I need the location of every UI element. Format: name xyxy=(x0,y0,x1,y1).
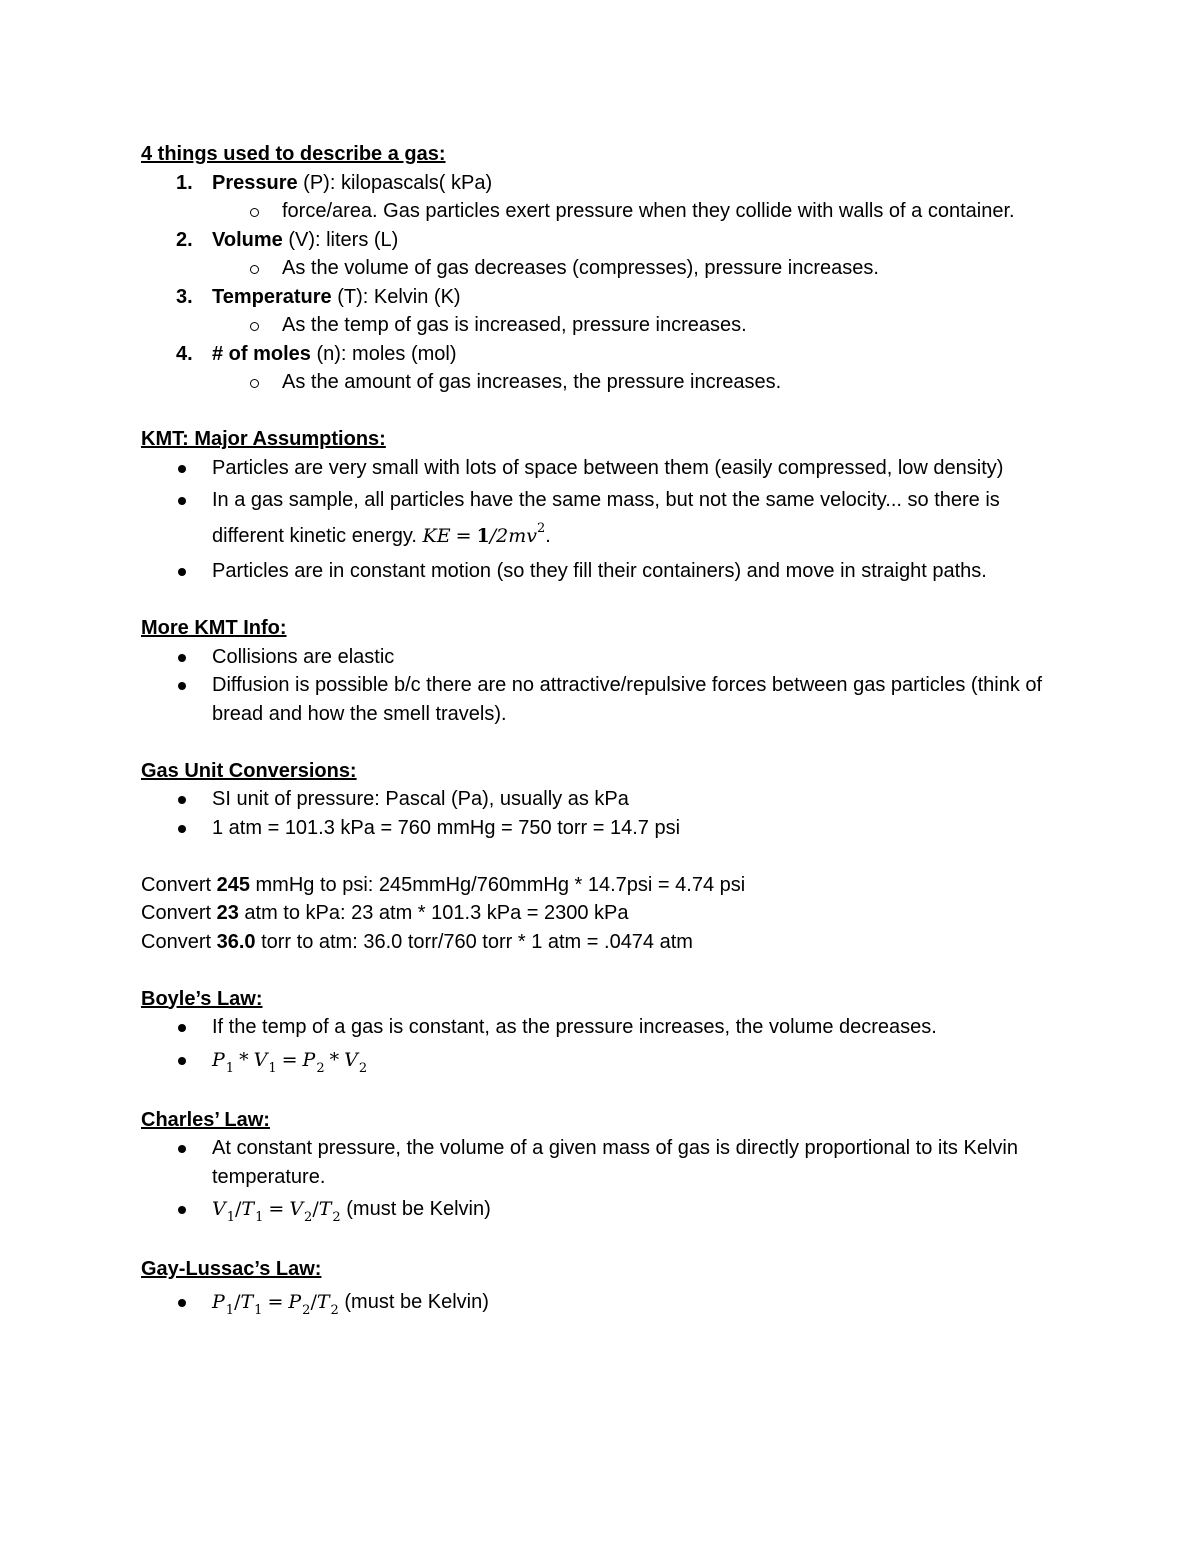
list-item-moles xyxy=(141,340,1071,397)
charles-law-formula xyxy=(212,1198,341,1225)
list-item-temperature xyxy=(141,283,1071,340)
formula-var: V xyxy=(289,1198,304,1220)
formula-subscript: 2 xyxy=(304,1210,313,1225)
list-item xyxy=(141,814,1071,843)
formula-equals: = xyxy=(455,525,472,547)
formula-var: T xyxy=(241,1198,255,1220)
formula-subscript: 1 xyxy=(226,1210,236,1225)
spacer xyxy=(141,586,1071,615)
list-item xyxy=(141,671,1071,728)
formula-var: T xyxy=(318,1198,332,1220)
detail-text: As the temp of gas is increased, pressure increases. xyxy=(282,314,747,336)
sub-list xyxy=(212,311,1071,340)
spacer xyxy=(141,1227,1071,1256)
term-temperature: Temperature xyxy=(212,285,332,308)
bullet-icon xyxy=(178,568,186,576)
formula-var: V xyxy=(253,1048,268,1071)
bullet-icon xyxy=(178,465,186,473)
hollow-bullet-icon xyxy=(250,322,259,331)
list-item xyxy=(141,1013,1071,1042)
bullet-text: SI unit of pressure: Pascal (Pa), usually as kPa xyxy=(212,788,629,810)
conversion-line xyxy=(141,928,1071,957)
term-unit: (P): kilopascals( kPa) xyxy=(297,171,493,194)
formula-subscript: 1 xyxy=(254,1302,263,1318)
formula-operator: * xyxy=(239,1048,249,1071)
heading-gas-description: 4 things used to describe a gas: xyxy=(141,143,446,165)
formula-equals: = xyxy=(267,1290,284,1313)
hollow-bullet-icon xyxy=(250,208,259,217)
formula-subscript: 1 xyxy=(255,1210,264,1225)
list-number: 4. xyxy=(176,342,193,365)
spacer xyxy=(141,842,1071,871)
formula-var: P xyxy=(212,1290,225,1313)
boyles-law-list xyxy=(141,1013,1071,1077)
heading-charles-law: Charles’ Law: xyxy=(141,1108,270,1131)
list-item xyxy=(141,557,1071,586)
formula-exponent: 2 xyxy=(536,521,546,536)
charles-law-list xyxy=(141,1134,1071,1227)
bullet-text: In a gas sample, all particles have the same mass, but not the same velocity... so there is different kinetic energy. xyxy=(212,489,1000,547)
list-number: 2. xyxy=(176,228,193,251)
detail-text: As the volume of gas decreases (compresses), pressure increases. xyxy=(282,257,879,279)
heading-more-kmt: More KMT Info: xyxy=(141,617,287,639)
term-unit: (n): moles (mol) xyxy=(310,342,457,365)
sub-list xyxy=(212,254,1071,283)
formula-equals: = xyxy=(268,1198,285,1220)
formula-one: 1 xyxy=(476,525,490,547)
list-item xyxy=(141,1195,1071,1227)
conversion-prefix: Convert xyxy=(141,902,217,924)
unit-conversions-list xyxy=(141,785,1071,842)
formula-var: P xyxy=(288,1290,302,1313)
conversion-rest: atm to kPa: 23 atm * 101.3 kPa = 2300 kPa xyxy=(238,902,629,924)
formula-var: P xyxy=(302,1048,316,1071)
conversion-value: 245 xyxy=(216,873,250,896)
list-number: 1. xyxy=(176,171,193,194)
formula-equals: = xyxy=(281,1048,298,1071)
formula-subscript: 2 xyxy=(316,1060,325,1076)
sub-item xyxy=(212,368,1071,397)
list-item xyxy=(141,1288,1071,1320)
sub-item xyxy=(212,254,1071,283)
bullet-text: Collisions are elastic xyxy=(212,645,395,668)
term-unit: (V): liters (L) xyxy=(282,228,399,251)
term-moles: # of moles xyxy=(212,342,311,365)
bullet-icon xyxy=(178,825,186,833)
conversion-line xyxy=(141,871,1071,900)
bullet-text: If the temp of a gas is constant, as the pressure increases, the volume decreases. xyxy=(212,1016,937,1038)
formula-subscript: 2 xyxy=(330,1302,339,1318)
formula-2mv: 2mv xyxy=(496,525,537,547)
detail-text: force/area. Gas particles exert pressure when they collide with walls of a container. xyxy=(282,200,1015,222)
list-item xyxy=(141,1134,1071,1191)
term-pressure: Pressure xyxy=(212,171,298,194)
bullet-icon xyxy=(178,1206,186,1214)
kinetic-energy-formula xyxy=(422,521,546,547)
bullet-text: 1 atm = 101.3 kPa = 760 mmHg = 750 torr = 14.7 psi xyxy=(212,816,681,839)
formula-period: . xyxy=(545,525,551,547)
spacer xyxy=(141,397,1071,426)
notes-content xyxy=(141,140,1071,1319)
conversion-rest: torr to atm: 36.0 torr/760 torr * 1 atm = .0474 atm xyxy=(255,930,693,953)
bullet-text: Diffusion is possible b/c there are no attractive/repulsive forces between gas particles (think of bread and how the smell travels). xyxy=(212,674,1043,725)
heading-gay-lussac-law: Gay-Lussac’s Law: xyxy=(141,1258,322,1280)
hollow-bullet-icon xyxy=(250,379,259,388)
list-item xyxy=(141,1046,1071,1078)
term-volume: Volume xyxy=(212,228,283,251)
formula-var: V xyxy=(344,1048,358,1071)
bullet-icon xyxy=(178,796,186,804)
list-number: 3. xyxy=(176,285,193,308)
boyles-law-formula xyxy=(212,1048,368,1076)
formula-subscript: 1 xyxy=(268,1060,277,1076)
formula-slash: / xyxy=(310,1290,317,1313)
formula-subscript: 2 xyxy=(358,1060,368,1076)
bullet-icon xyxy=(178,1057,186,1065)
spacer xyxy=(141,728,1071,757)
conversion-value: 36.0 xyxy=(216,930,256,953)
formula-subscript: 1 xyxy=(225,1060,235,1076)
formula-var: T xyxy=(316,1290,330,1313)
conversion-value: 23 xyxy=(216,902,239,924)
bullet-icon xyxy=(178,1299,186,1307)
gay-lussac-law-list xyxy=(141,1288,1071,1320)
sub-item xyxy=(212,197,1071,226)
formula-ke: KE xyxy=(422,525,451,547)
sub-item xyxy=(212,311,1071,340)
formula-var: T xyxy=(240,1290,254,1313)
formula-var: V xyxy=(212,1198,226,1220)
heading-boyles-law: Boyle’s Law: xyxy=(141,987,263,1010)
list-item-pressure xyxy=(141,169,1071,226)
kmt-assumptions-list xyxy=(141,454,1071,586)
formula-slash: / xyxy=(234,1290,241,1313)
bullet-icon xyxy=(178,682,186,690)
heading-kmt-assumptions: KMT: Major Assumptions: xyxy=(141,428,386,450)
bullet-icon xyxy=(178,1145,186,1153)
bullet-text: At constant pressure, the volume of a given mass of gas is directly proportional to its Kelvin temperature. xyxy=(212,1137,1018,1188)
detail-text: As the amount of gas increases, the pressure increases. xyxy=(282,371,782,393)
conversion-prefix: Convert xyxy=(141,873,217,896)
term-unit: (T): Kelvin (K) xyxy=(331,285,461,308)
list-item xyxy=(141,643,1071,672)
sub-list xyxy=(212,197,1071,226)
bullet-icon xyxy=(178,1024,186,1032)
list-item xyxy=(141,454,1071,483)
formula-operator: * xyxy=(329,1048,340,1071)
formula-subscript: 2 xyxy=(302,1302,311,1318)
conversion-prefix: Convert xyxy=(141,930,217,953)
formula-slash: / xyxy=(235,1198,242,1220)
bullet-icon xyxy=(178,497,186,505)
conversion-rest: mmHg to psi: 245mmHg/760mmHg * 14.7psi = 4.74 psi xyxy=(249,873,746,896)
formula-slash: / xyxy=(489,525,497,547)
formula-subscript: 1 xyxy=(225,1302,235,1318)
conversion-line xyxy=(141,899,1071,928)
formula-note: (must be Kelvin) xyxy=(340,1198,491,1220)
formula-note: (must be Kelvin) xyxy=(338,1290,489,1313)
formula-slash: / xyxy=(312,1198,319,1220)
heading-unit-conversions: Gas Unit Conversions: xyxy=(141,759,357,782)
bullet-icon xyxy=(178,654,186,662)
spacer xyxy=(141,956,1071,985)
hollow-bullet-icon xyxy=(250,265,259,274)
spacer xyxy=(141,1077,1071,1106)
list-item-volume xyxy=(141,226,1071,283)
bullet-text: Particles are in constant motion (so they fill their containers) and move in straight paths. xyxy=(212,560,987,582)
formula-var: P xyxy=(212,1048,225,1071)
list-item xyxy=(141,482,1071,557)
sub-list xyxy=(212,368,1071,397)
formula-subscript: 2 xyxy=(332,1210,341,1225)
more-kmt-list xyxy=(141,643,1071,729)
gay-lussac-law-formula xyxy=(212,1290,339,1318)
bullet-text: Particles are very small with lots of space between them (easily compressed, low density) xyxy=(212,456,1004,479)
list-item xyxy=(141,785,1071,814)
gas-properties-list xyxy=(141,169,1071,397)
